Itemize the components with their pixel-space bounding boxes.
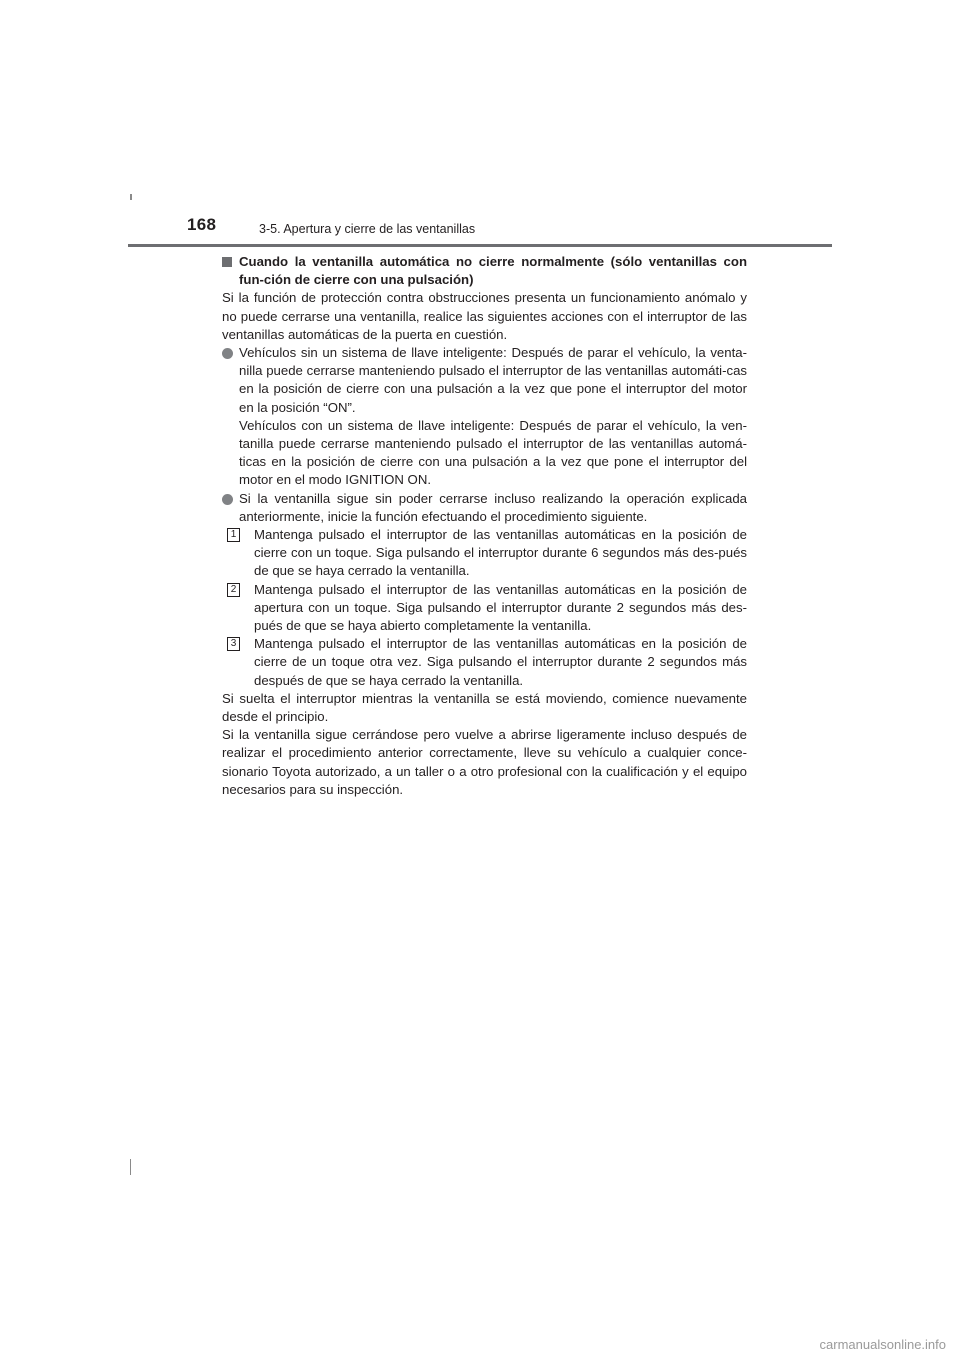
intro-paragraph: Si la función de protección contra obstrucciones presenta un funcionamiento anómalo y no puede cerrarse una ventanilla, realice las siguientes acciones con el interruptor de las ventanillas automáticas de la puerta en cuestión. <box>222 290 747 342</box>
bullet-item <box>222 490 747 526</box>
closing-paragraph: Si suelta el interruptor mientras la ventanilla se está moviendo, comience nuevamente desde el principio. <box>222 690 747 725</box>
page-number: 168 <box>187 215 217 234</box>
section-title: 3-5. Apertura y cierre de las ventanillas <box>259 222 476 236</box>
step-number-badge: 1 <box>227 528 240 542</box>
circle-bullet-icon <box>222 494 233 505</box>
step-number-badge: 2 <box>227 583 240 597</box>
crop-mark <box>130 194 132 200</box>
closing-paragraph: Si la ventanilla sigue cerrándose pero vuelve a abrirse ligeramente incluso después de realizar el procedimiento anterior correctamente, lleve su vehículo a cualquier conce-sionario Toyota autorizado, a un taller o a otro profesional con la cualificación y el equipo necesarios para su inspección. <box>222 727 747 797</box>
main-content <box>222 253 747 799</box>
step-item <box>222 635 747 690</box>
step-text: Mantenga pulsado el interruptor de las ventanillas automáticas en la posición de apertura con un toque. Siga pulsando el interruptor durante 2 segundos más des-pués de que se haya abierto completamente la ventanilla. <box>254 581 747 634</box>
circle-bullet-icon <box>222 348 233 359</box>
step-item <box>222 526 747 581</box>
section-heading <box>222 253 747 289</box>
bullet-text: Vehículos sin un sistema de llave inteligente: Después de parar el vehículo, la venta-nilla puede cerrarse manteniendo pulsado el interruptor de las ventanillas automáti-cas en la posición de cierre con una pulsación a la vez que pone el interruptor del motor en la posición “ON”. <box>239 345 747 415</box>
bullet-subparagraph: Vehículos con un sistema de llave inteligente: Después de parar el vehículo, la ven-tanilla puede cerrarse manteniendo pulsado el interruptor de las ventanillas automá-ticas en la posición de cierre con una pulsación a la vez que pone el interruptor del motor en el modo IGNITION ON. <box>239 417 747 488</box>
bullet-text: Si la ventanilla sigue sin poder cerrarse incluso realizando la operación explicada anteriormente, inicie la función efectuando el procedimiento siguiente. <box>239 490 747 524</box>
step-text: Mantenga pulsado el interruptor de las ventanillas automáticas en la posición de cierre de un toque otra vez. Siga pulsando el interruptor durante 2 segundos más después de que se haya cerrado la ventanilla. <box>254 636 747 688</box>
section-heading-text: Cuando la ventanilla automática no cierre normalmente (sólo ventanillas con fun-ción de cierre con una pulsación) <box>239 254 747 288</box>
watermark-text: carmanualsonline.info <box>819 1337 946 1352</box>
closing-notes <box>222 690 747 799</box>
step-item <box>222 581 747 636</box>
header-rule <box>128 244 832 247</box>
square-bullet-icon <box>222 257 232 267</box>
bullet-item <box>222 344 747 417</box>
step-text: Mantenga pulsado el interruptor de las ventanillas automáticas en la posición de cierre con un toque. Siga pulsando el interruptor durante 6 segundos más des-pués de que se haya cerrado la ventanilla. <box>254 527 747 579</box>
step-number-badge: 3 <box>227 637 240 651</box>
crop-mark <box>130 1159 131 1175</box>
